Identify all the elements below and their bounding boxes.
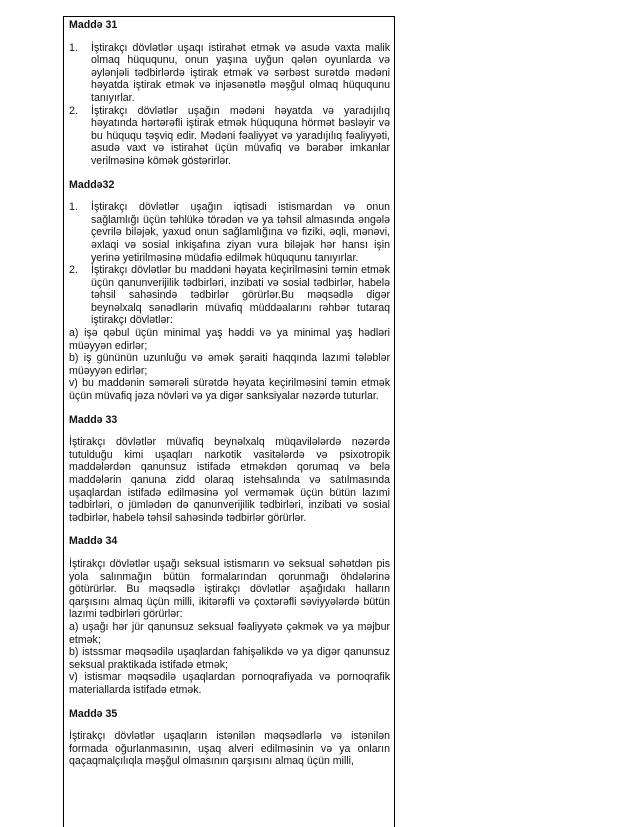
article-35 <box>69 708 390 768</box>
sub-clause: v) bu maddənin səmərəli sürətdə həyata keçirilməsini təmin etmək üçün müvafiq jəza növləri və ya digər sanksiyalar nəzərdə tuturlar. <box>69 377 390 403</box>
article-heading: Maddə32 <box>69 178 115 191</box>
article-heading: Maddə 35 <box>69 707 118 720</box>
item-text: İştirakçı dövlətlər bu maddəni həyata keçirilməsini təmin etmək üçün qanunverijilik tədbirləri, inzibati və sosial tədbirlər, habelə təhsil sahəsində tədbirlər görürlər.Bu məqsədlə digər beynəlxalq sənədlərin müvafiq müddəalarını rəhbər tutaraq iştirakçı dövlətlər: <box>91 264 390 327</box>
numbered-list <box>69 42 390 168</box>
article-heading: Maddə 33 <box>69 413 118 426</box>
article-paragraph: İştirakçı dövlətlər uşaqların istənilən məqsədlərlə və istənilən formada oğurlanmasının, uşaq alveri edilməsinin və ya onların qaçaqmalçılıqla məşğul olmasının qarşısını almaq üçün milli, <box>69 730 390 768</box>
sub-clause: b) istssmar məqsədilə uşaqlardan fahişəlikdə və ya digər qanunsuz seksual praktikada istifadə etmək; <box>69 646 390 671</box>
item-number: 2. <box>69 264 78 277</box>
sub-clause: a) işə qəbul üçün minimal yaş həddi və ya minimal yaş hədləri müəyyən edirlər; <box>69 327 390 352</box>
item-text: İştirakçı dövlətlər uşaqı istirahət etmək və asudə vaxta malik olmaq hüququnu, onun yaşına uyğun qələn oyunlarda və əylənjəli tədbirlərdə iştirak etmək və sərbəst surətdə mədəni həyatda iştirak etmək və injəsənətlə məşğul olmaq hüququnu tanıyırlar. <box>91 41 390 104</box>
article-33 <box>69 414 390 525</box>
article-34 <box>69 535 390 696</box>
article-32 <box>69 179 390 403</box>
item-text: İştirakçı dövlətlər uşağın iqtisadi istismardan və onun sağlamlığı üçün təhlükə törədən və ya təhsil almasında əngələ çevrilə biləjək, yaxud onun sağlamlığına və fiziki, əqli, mənəvi, əxlaqi və sosial inkişafına ziyan vura biləjək hər hansı işin yerinə yetirilməsinə müdafiə edilmək hüququnu tanıyırlar. <box>91 201 390 264</box>
list-item <box>69 201 390 264</box>
list-item <box>69 264 390 327</box>
article-31 <box>69 19 390 168</box>
numbered-list <box>69 201 390 327</box>
list-item <box>69 42 390 105</box>
list-item <box>69 105 390 168</box>
item-number: 1. <box>69 201 78 214</box>
article-heading: Maddə 34 <box>69 535 118 548</box>
sub-clause: v) istismar məqsədilə uşaqlardan pornoqrafiyada və pornoqrafik materiallarda istifadə etmək. <box>69 671 390 696</box>
item-number: 1. <box>69 41 78 54</box>
sub-clause: b) iş gününün uzunluğu və əmək şəraiti haqqında lazımi tələblər müəyyən edirlər; <box>69 352 390 377</box>
article-paragraph: İştirakçı dövlətlər müvafiq beynəlxalq müqavilələrdə nəzərdə tutulduğu kimi uşaqları narkotik vasitələrdə və psixotropik maddələrdən qanunsuz istifadə etməkdən qorumaq və belə maddələrin qanuna zidd olaraq istehsalında və satılmasında uşaqlardan istifadə edilməsinə yol verməmək üçün bütün lazımi tədbirləri, o jümlədən də qanunverijilik tədbirləri, inzibati və sosial tədbirlər, habelə təhsil sahəsində tədbirlər görürlər. <box>69 436 390 524</box>
article-paragraph: İştirakçı dövlətlər uşağı seksual istismarın və seksual səhətdən pis yola salınmağın bütün formalarından qorunmağı öhdələrinə götürürlər. Bu məqsədlə iştirakçı dövlətlər aşağıdakı halların qarşısını almaq üçün milli, ikitərəfli və çoxtərəfli səviyyələrdə bütün lazımi tədbirləri görürlər: <box>69 557 390 621</box>
item-text: İştirakçı dövlətlər uşağın mədəni həyatda və yaradıjılıq həyatında hərtərəfli iştirak etmək hüququna hörmət bəsləyir və bu hüququ təşviq edir. Mədəni fəaliyyət və yaradıjılıq fəaliyyəti, asudə vaxt və istirahət üçün müvafiq və bərabər imkanlar verilməsinə kömək göstərirlər. <box>91 104 390 167</box>
sub-clause: a) uşağı hər jür qanunsuz seksual fəaliyyətə çəkmək və ya məjbur etmək; <box>69 620 390 646</box>
document-body <box>69 19 390 779</box>
article-heading: Maddə 31 <box>69 19 118 31</box>
item-number: 2. <box>69 104 78 117</box>
